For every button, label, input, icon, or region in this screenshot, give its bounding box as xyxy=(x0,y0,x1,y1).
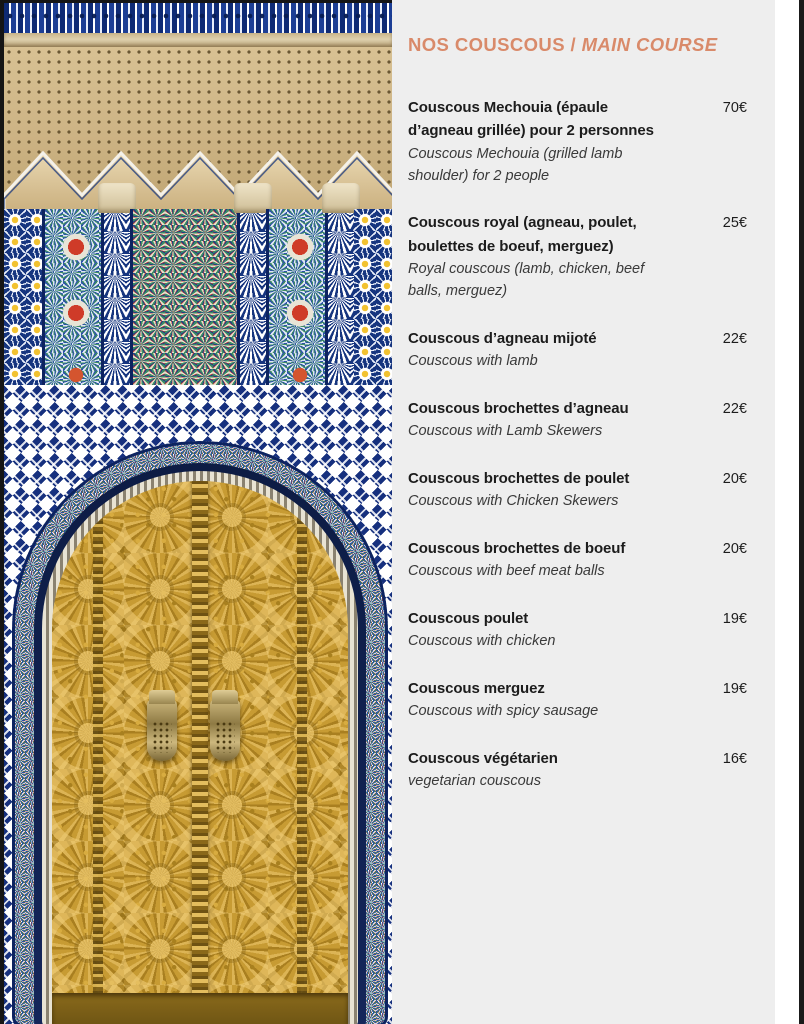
section-heading xyxy=(408,34,747,56)
tile-rosette-panel xyxy=(266,209,328,385)
menu-item[interactable] xyxy=(408,96,747,187)
menu-item-price: 25€ xyxy=(722,215,747,232)
section-heading-en: MAIN COURSE xyxy=(581,34,718,55)
moroccan-door-photo xyxy=(0,0,392,1024)
menu-item-name: Couscous merguez xyxy=(408,679,545,697)
menu-item[interactable] xyxy=(408,537,747,583)
door-knocker-left xyxy=(147,699,177,761)
top-mosaic-band-icon xyxy=(4,3,392,33)
page-right-margin xyxy=(775,0,799,1024)
menu-column xyxy=(392,0,775,1024)
door-stud-column xyxy=(297,481,307,1024)
menu-item-name: Couscous brochettes de boeuf xyxy=(408,539,626,557)
menu-item-name: Couscous brochettes d’agneau xyxy=(408,399,629,417)
menu-item-name: Couscous poulet xyxy=(408,609,529,627)
brass-door xyxy=(52,481,348,1024)
marble-column xyxy=(328,209,354,385)
menu-item-price: 20€ xyxy=(722,470,747,487)
zellige-tile-register xyxy=(4,209,392,385)
menu-item[interactable] xyxy=(408,467,747,513)
tile-border-strip xyxy=(354,209,392,385)
menu-item[interactable] xyxy=(408,607,747,653)
door-center-stile xyxy=(192,481,208,1024)
menu-item-price: 22€ xyxy=(722,330,747,347)
menu-item[interactable] xyxy=(408,397,747,443)
section-heading-separator: / xyxy=(564,34,582,55)
menu-item-description: Couscous with spicy sausage xyxy=(408,703,599,720)
marble-column xyxy=(104,209,130,385)
door-base-band xyxy=(52,993,348,1024)
menu-item-price: 19€ xyxy=(722,610,747,627)
horseshoe-arch xyxy=(12,441,388,1024)
menu-item-description: Couscous with chicken xyxy=(408,633,556,650)
menu-item-description: Couscous Mechouia (grilled lamb shoulder) for 2 people xyxy=(408,145,623,184)
menu-item-description: Royal couscous (lamb, chicken, beef balls, merguez) xyxy=(408,260,645,300)
menu-item-name: Couscous brochettes de poulet xyxy=(408,469,630,487)
menu-item-price: 20€ xyxy=(722,540,747,557)
menu-item-description: Couscous with lamb xyxy=(408,353,538,370)
menu-item[interactable] xyxy=(408,211,747,302)
menu-item-name: Couscous d’agneau mijoté xyxy=(408,329,597,347)
menu-item-description: Couscous with Lamb Skewers xyxy=(408,423,603,440)
page-right-edge-rule xyxy=(799,0,804,1024)
menu-item[interactable] xyxy=(408,677,747,723)
menu-item-name: Couscous végétarien xyxy=(408,749,558,767)
marble-column xyxy=(240,209,266,385)
menu-item[interactable] xyxy=(408,327,747,373)
menu-item-name: Couscous royal (agneau, poulet, boulettes de boeuf, merguez) xyxy=(408,214,637,255)
menu-item-price: 19€ xyxy=(722,680,747,697)
menu-item-name: Couscous Mechouia (épaule d’agneau grillée) pour 2 personnes xyxy=(408,99,654,140)
menu-item[interactable] xyxy=(408,747,747,793)
menu-item-price: 16€ xyxy=(722,750,747,767)
door-knocker-right xyxy=(210,699,240,761)
tile-center-panel xyxy=(130,209,240,385)
menu-item-price: 70€ xyxy=(722,100,747,116)
tile-border-strip xyxy=(4,209,42,385)
section-heading-fr: NOS COUSCOUS xyxy=(408,34,565,55)
cornice-band xyxy=(4,33,392,47)
menu-item-description: Couscous with beef meat balls xyxy=(408,563,605,580)
door-stud-column xyxy=(93,481,103,1024)
tile-rosette-panel xyxy=(42,209,104,385)
menu-item-description: vegetarian couscous xyxy=(408,772,541,789)
menu-item-description: Couscous with Chicken Skewers xyxy=(408,493,619,510)
menu-item-price: 22€ xyxy=(722,400,747,417)
